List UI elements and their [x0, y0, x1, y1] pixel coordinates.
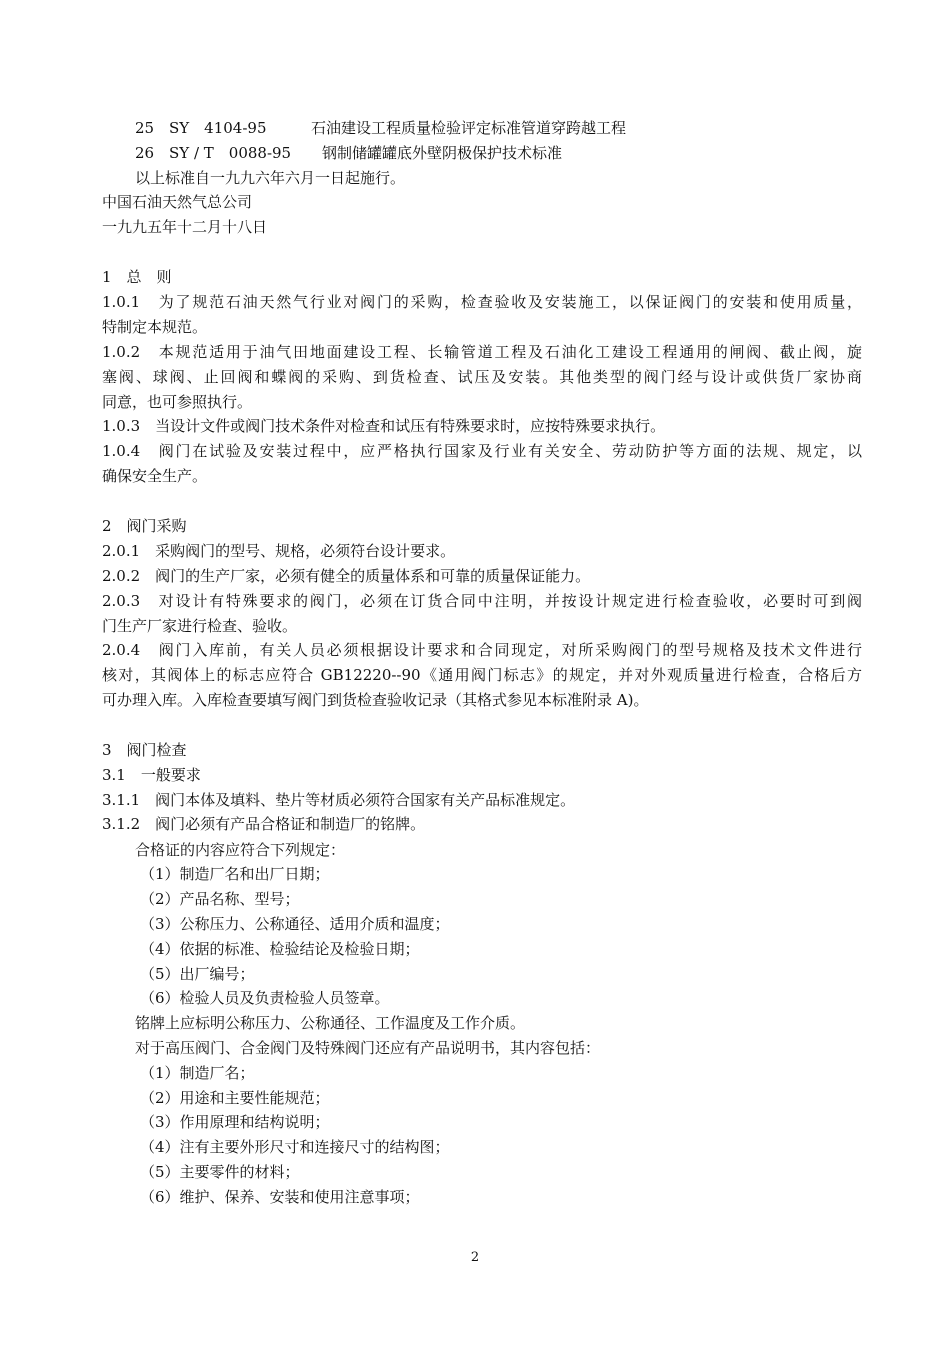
section-2-title: 2 阀门采购 [102, 517, 187, 535]
clause-2-0-3: 2.0.3 对设计有特殊要求的阀门，必须在订货合同中注明，并按设计规定进行检查验收，必要时可到阀 [102, 592, 862, 610]
list-item: （3）作用原理和结构说明； [140, 1113, 330, 1131]
clause-3-1-2: 3.1.2 阀门必须有产品合格证和制造厂的铭牌。 [102, 815, 426, 833]
manual-intro: 对于高压阀门、合金阀门及特殊阀门还应有产品说明书，其内容包括： [135, 1039, 601, 1057]
clause-1-0-4-cont: 确保安全生产。 [102, 467, 208, 485]
effective-date-text: 以上标准自一九九六年六月一日起施行。 [135, 169, 406, 187]
list-item: （6）维护、保养、安装和使用注意事项； [140, 1188, 420, 1206]
section-1-title: 1 总 则 [102, 268, 172, 286]
standard-number: 26 [135, 144, 155, 162]
list-item: （1）制造厂名和出厂日期； [140, 865, 330, 883]
clause-1-0-3: 1.0.3 当设计文件或阀门技术条件对检查和试压有特殊要求时，应按特殊要求执行。 [102, 417, 666, 435]
list-item: （2）用途和主要性能规范； [140, 1089, 330, 1107]
standard-title: 钢制储罐罐底外壁阴极保护技术标准 [322, 144, 563, 162]
nameplate-text: 铭牌上应标明公称压力、公称通径、工作温度及工作介质。 [135, 1014, 526, 1032]
section-3-title: 3 阀门检查 [102, 741, 187, 759]
clause-2-0-4: 2.0.4 阀门入库前，有关人员必须根据设计要求和合同现定，对所采购阀门的型号规格及技术文件进行 [102, 641, 862, 659]
list-item: （5）主要零件的材料； [140, 1163, 300, 1181]
clause-1-0-2-cont: 塞阀、球阀、止回阀和蝶阀的采购、到货检查、试压及安装。其他类型的阀门经与设计或供货厂家协商 [102, 368, 862, 386]
clause-1-0-1-cont: 特制定本规范。 [102, 318, 208, 336]
list-item: （5）出厂编号； [140, 965, 255, 983]
list-item: （3）公称压力、公称通径、适用介质和温度； [140, 915, 450, 933]
standard-entry-26 [135, 141, 895, 165]
clause-1-0-2: 1.0.2 本规范适用于油气田地面建设工程、长输管道工程及石油化工建设工程通用的闸阀、截止阀，旋 [102, 343, 862, 361]
list-item: （4）依据的标准、检验结论及检验日期； [140, 940, 420, 958]
clause-2-0-4-cont: 核对，其阀体上的标志应符合 GB12220--90《通用阀门标志》的规定，并对外观质量进行检查，合格后方 [102, 666, 862, 684]
clause-1-0-2-cont2: 同意，也可参照执行。 [102, 393, 253, 411]
clause-1-0-1: 1.0.1 为了规范石油天然气行业对阀门的采购，检查验收及安装施工，以保证阀门的安装和使用质量， [102, 293, 862, 311]
issuer: 中国石油天然气总公司 [102, 193, 253, 211]
subsection-3-1: 3.1 一般要求 [102, 766, 201, 784]
certificate-intro: 合格证的内容应符合下列规定： [135, 841, 346, 859]
list-item: （2）产品名称、型号； [140, 890, 300, 908]
list-item: （4）注有主要外形尺寸和连接尺寸的结构图； [140, 1138, 450, 1156]
standard-code: SY 4104-95 [169, 119, 267, 137]
standard-entry-25 [135, 116, 895, 140]
list-item: （1）制造厂名； [140, 1064, 255, 1082]
clause-2-0-1: 2.0.1 采购阀门的型号、规格，必须符台设计要求。 [102, 542, 456, 560]
issue-date: 一九九五年十二月十八日 [102, 218, 268, 236]
page-number: 2 [470, 1250, 480, 1265]
clause-2-0-3-cont: 门生产厂家进行检查、验收。 [102, 617, 298, 635]
list-item: （6）检验人员及负责检验人员签章。 [140, 989, 390, 1007]
standard-code: SY / T 0088-95 [169, 144, 292, 162]
standard-title: 石油建设工程质量检验评定标准管道穿跨越工程 [311, 119, 627, 137]
clause-1-0-4: 1.0.4 阀门在试验及安装过程中，应严格执行国家及行业有关安全、劳动防护等方面的法规、规定，以 [102, 442, 862, 460]
clause-3-1-1: 3.1.1 阀门本体及填料、垫片等材质必须符合国家有关产品标准规定。 [102, 791, 576, 809]
clause-2-0-4-cont2: 可办理入库。入库检查要填写阀门到货检查验收记录（其格式参见本标准附录 A)。 [102, 691, 649, 709]
standard-number: 25 [135, 119, 155, 137]
clause-2-0-2: 2.0.2 阀门的生产厂家，必须有健全的质量体系和可靠的质量保证能力。 [102, 567, 591, 585]
